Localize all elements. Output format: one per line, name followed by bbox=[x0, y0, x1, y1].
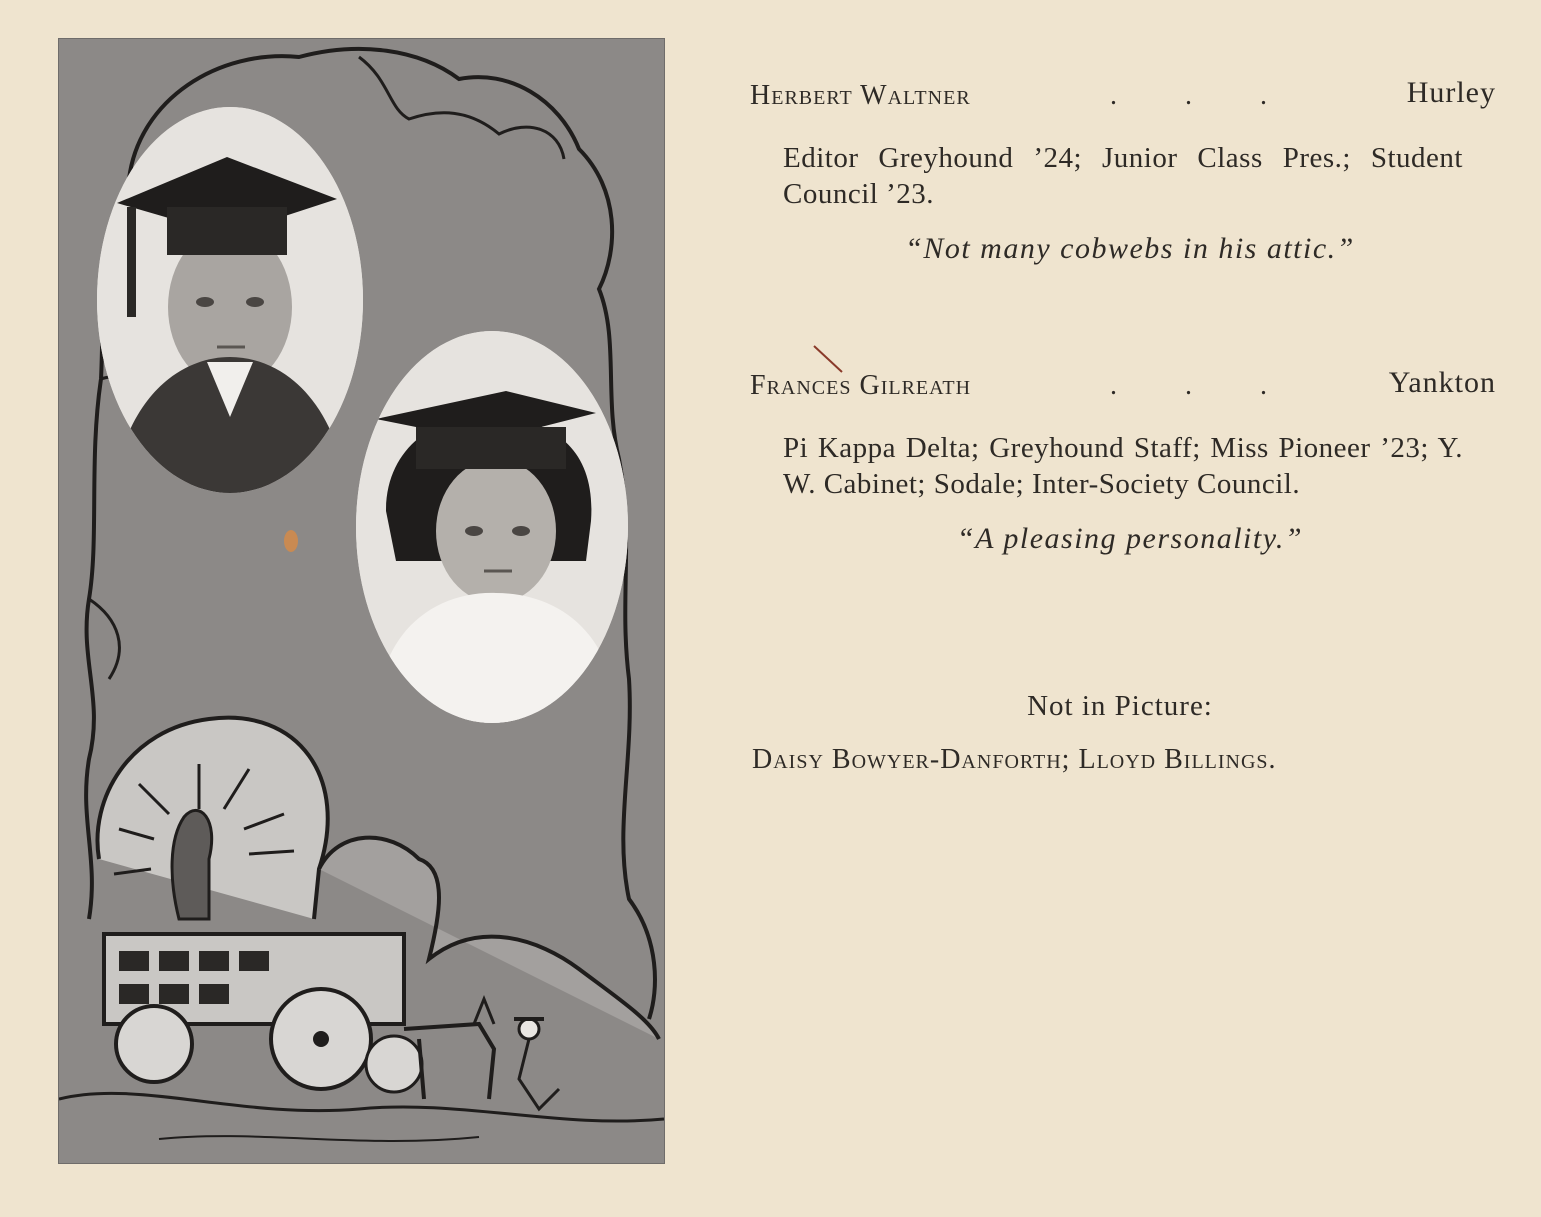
student-name: Frances Gilreath bbox=[750, 370, 972, 401]
leader-dots: ... bbox=[1110, 370, 1335, 401]
entry-header bbox=[750, 366, 1500, 406]
quote-text: “Not many cobwebs in his attic.” bbox=[905, 232, 1355, 265]
hometown: Yankton bbox=[1388, 366, 1496, 399]
activities-text: Editor Greyhound ’24; Junior Class Pres.; Student Council ’23. bbox=[783, 142, 1463, 210]
senior-entry bbox=[750, 76, 1500, 266]
graduate-man-photo bbox=[97, 107, 363, 493]
entry-header bbox=[750, 76, 1500, 116]
quote-text: “A pleasing personality.” bbox=[956, 522, 1304, 555]
senior-entry bbox=[750, 366, 1500, 556]
activities-text: Pi Kappa Delta; Greyhound Staff; Miss Pioneer ’23; Y. W. Cabinet; Sodale; Inter-Society Council. bbox=[783, 432, 1463, 500]
absent-names: Daisy Bowyer-Danforth; Lloyd Billings. bbox=[752, 744, 1277, 775]
graduate-woman-photo bbox=[356, 331, 628, 723]
leader-dots: ... bbox=[1110, 80, 1335, 111]
hometown: Hurley bbox=[1406, 76, 1496, 109]
illustration-panel bbox=[58, 38, 665, 1164]
portrait-herbert-waltner bbox=[97, 107, 363, 493]
student-name: Herbert Waltner bbox=[750, 80, 971, 111]
portrait-frances-gilreath bbox=[356, 331, 628, 723]
not-in-picture-label: Not in Picture: bbox=[1027, 690, 1213, 722]
